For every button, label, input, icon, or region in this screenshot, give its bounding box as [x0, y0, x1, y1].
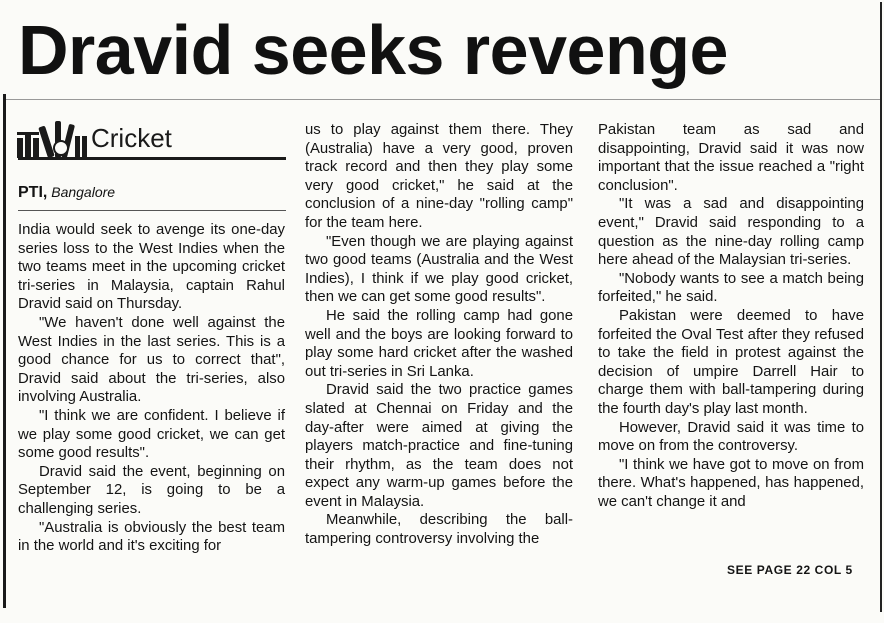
byline [18, 184, 115, 202]
article-column-1 [18, 221, 285, 556]
paragraph: "We haven't done well against the West Indies in the last series. This is a good chance for us to correct that", Dravid said about the tri-series, also involving Australia. [18, 314, 285, 406]
continuation-note: SEE PAGE 22 COL 5 [727, 563, 853, 577]
paragraph: Pakistan were deemed to have forfeited the Oval Test after they refused to take the field in protest against the decision of umpire Darrell Hair to charge them with ball-tampering during the fourth day's play last month. [598, 307, 864, 417]
left-border-rule [3, 94, 6, 608]
paragraph: However, Dravid said it was time to move on from the controversy. [598, 419, 864, 455]
headline: Dravid seeks revenge [18, 11, 728, 89]
paragraph: Dravid said the two practice games slated at Chennai on Friday and the day-after were aimed at giving the players match-practice and fine-tuning their rhythm, as the team does not expect any warm-up games before the event in Malaysia. [305, 382, 573, 510]
paragraph: Meanwhile, describing the ball-tampering controversy involving the [305, 512, 573, 548]
cricket-icon [17, 118, 89, 158]
paragraph: He said the rolling camp had gone well and the boys are looking forward to play some hard cricket after the washed out tri-series in Sri Lanka. [305, 307, 573, 380]
paragraph: Pakistan team as sad and disappointing, Dravid said it was now important that the issue reached a "right conclusion". [598, 122, 864, 194]
headline-divider [6, 99, 880, 100]
byline-agency: PTI [18, 184, 43, 201]
paragraph: Dravid said the event, beginning on September 12, is going to be a challenging series. [18, 463, 285, 517]
paragraph: "Australia is obviously the best team in the world and it's exciting for [18, 519, 285, 555]
article-column-3 [598, 121, 864, 511]
byline-location: Bangalore [51, 184, 116, 200]
paragraph: "Even though we are playing against two good teams (Australia and the West Indies), I think if we play good cricket, then we can get some good results". [305, 233, 573, 306]
article-column-2 [305, 121, 573, 549]
section-divider [18, 157, 286, 160]
paragraph: India would seek to avenge its one-day series loss to the West Indies when the two teams meet in the upcoming cricket tri-series in Malaysia, captain Rahul Dravid said on Thursday. [18, 222, 285, 313]
paragraph: "It was a sad and disappointing event," Dravid said responding to a question as the nine-day rolling camp here ahead of the Malaysian tri-series. [598, 196, 864, 269]
paragraph: us to play against them there. They (Australia) have a very good, proven track record and then they play some very good cricket," he said at the conclusion of a nine-day "rolling camp" for the team here. [305, 122, 573, 231]
section-label: Cricket [91, 123, 172, 153]
section-badge [17, 118, 287, 158]
byline-separator: , [42, 184, 48, 201]
right-border-rule [880, 2, 882, 612]
byline-divider [18, 210, 286, 211]
paragraph: "I think we have got to move on from there. What's happened, has happened, we can't change it and [598, 456, 864, 510]
paragraph: "Nobody wants to see a match being forfeited," he said. [598, 270, 864, 306]
paragraph: "I think we are confident. I believe if we play some good cricket, we can get some good results". [18, 407, 285, 462]
